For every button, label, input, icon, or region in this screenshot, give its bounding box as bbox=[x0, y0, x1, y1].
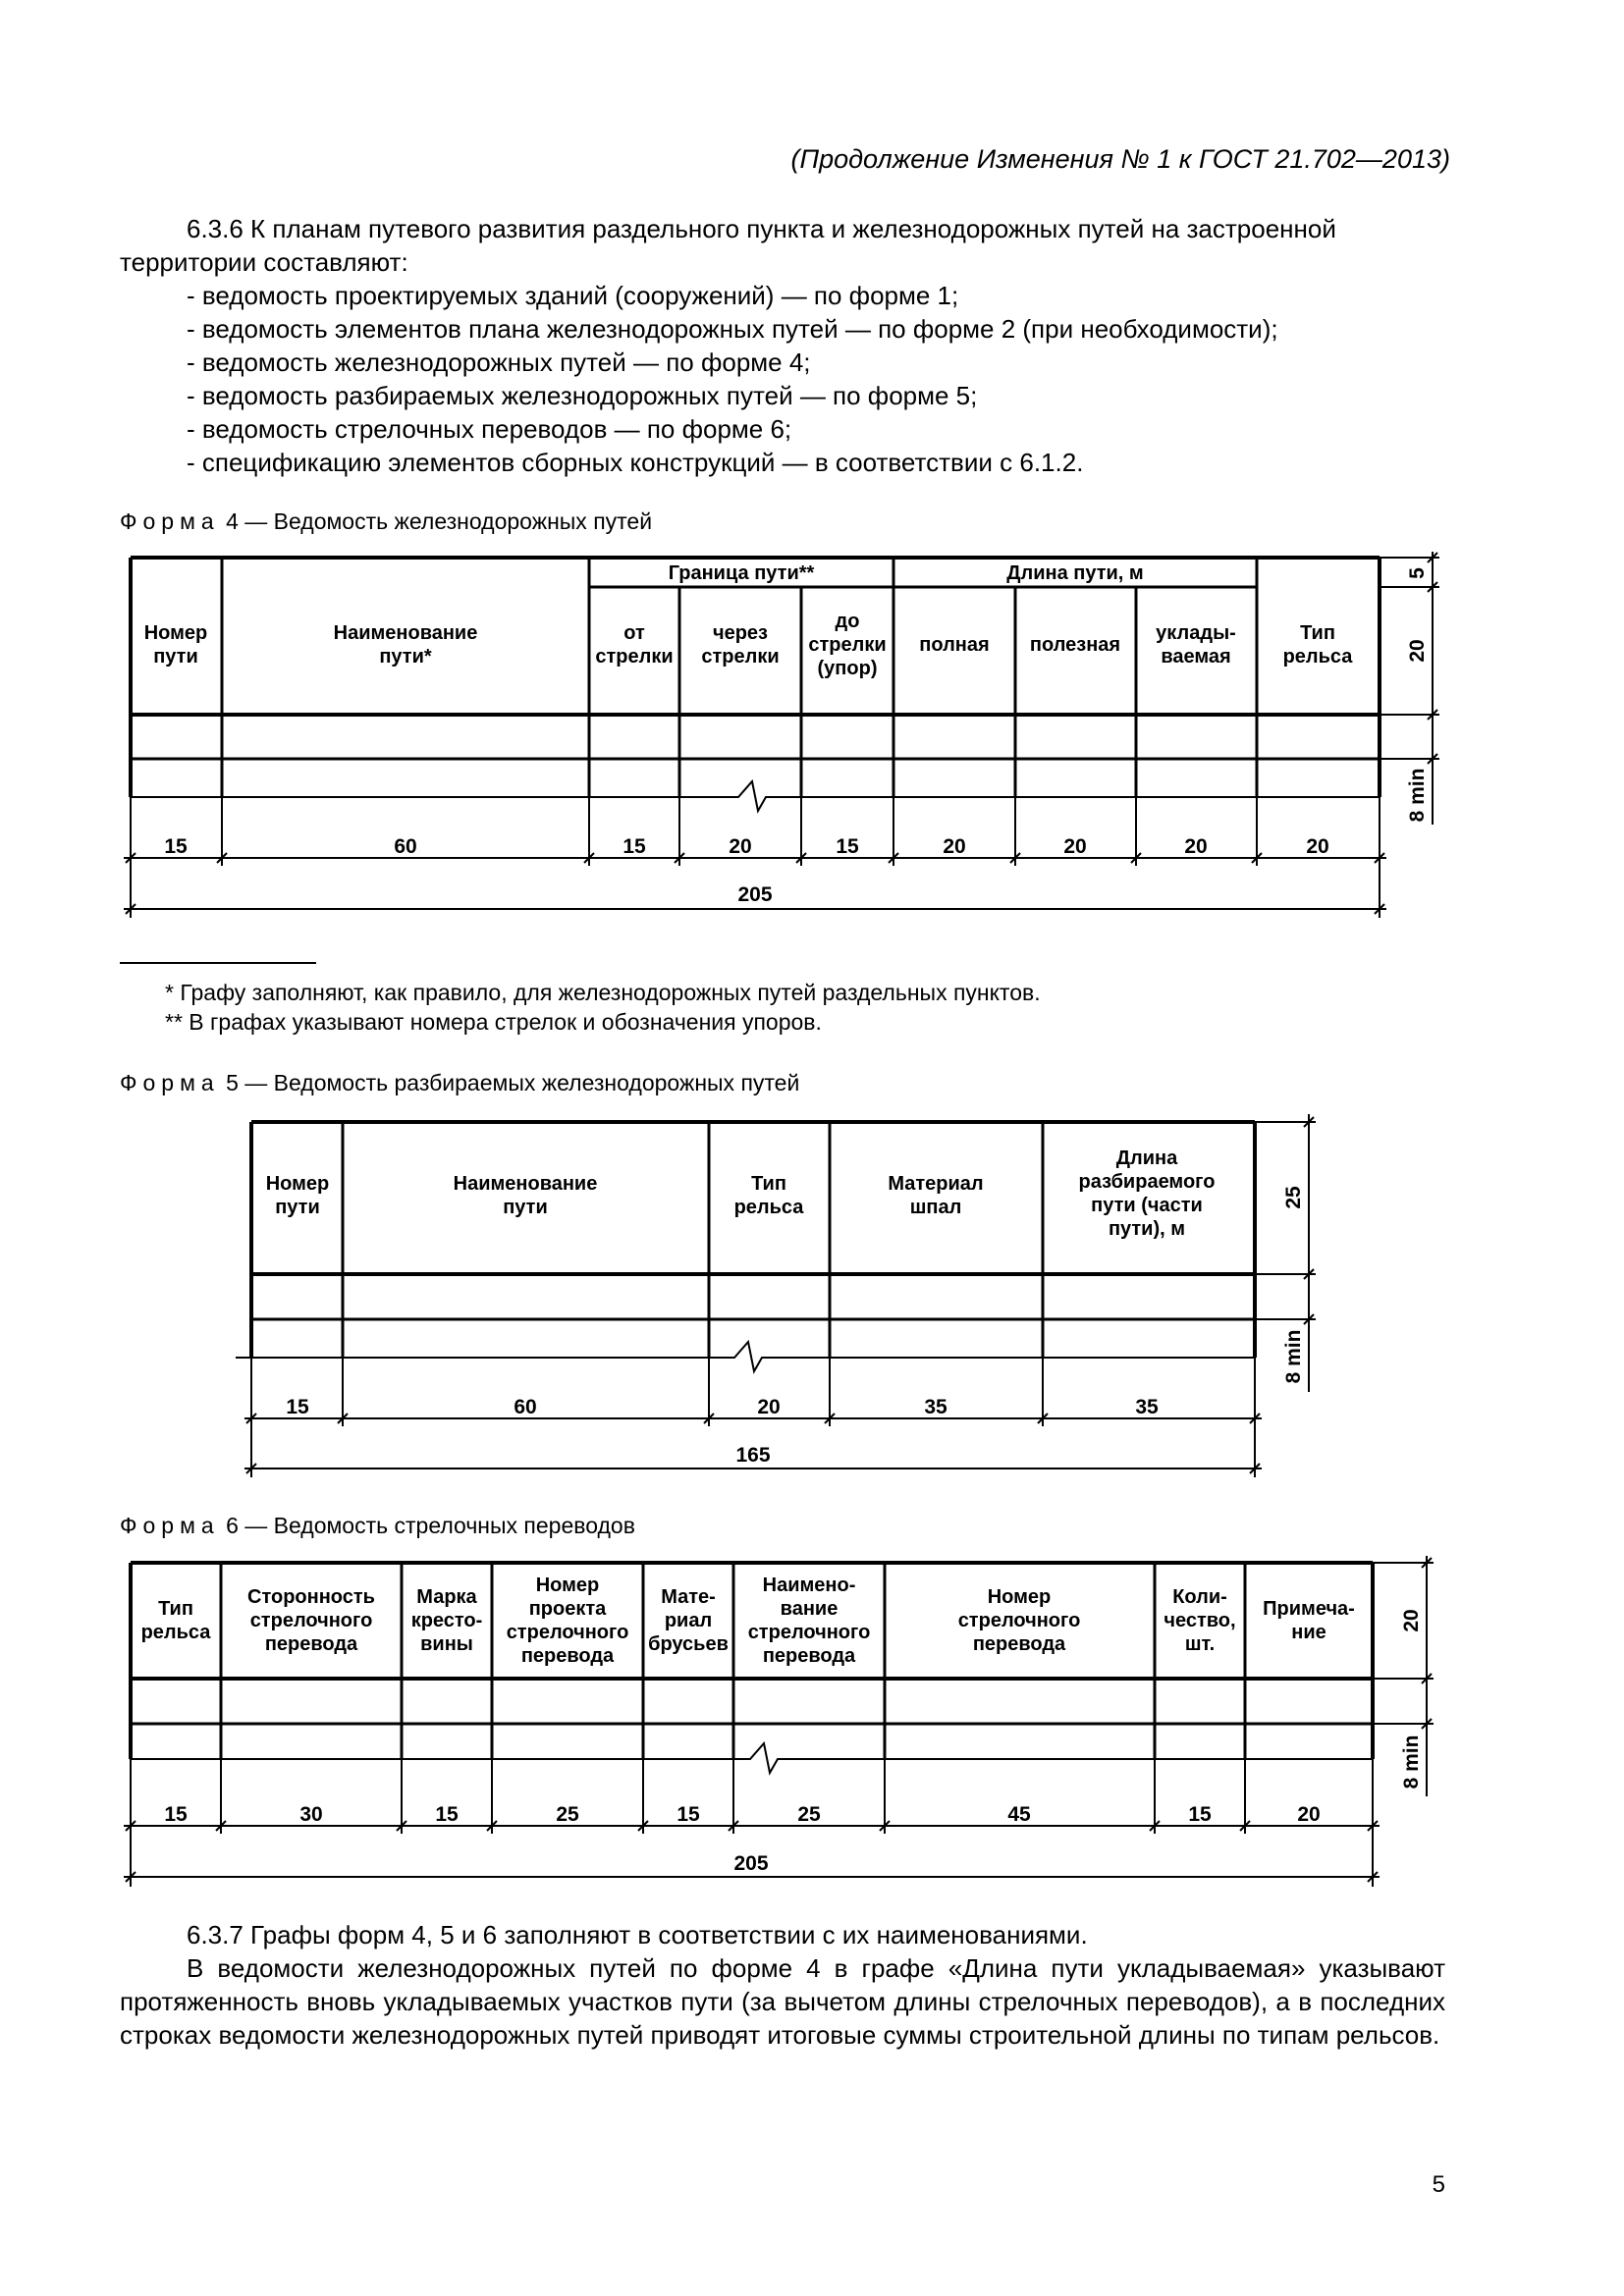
form-4-width-col-4: 20 bbox=[729, 835, 752, 858]
form-5-grid-lines bbox=[251, 1122, 1255, 1358]
form-5-caption-title: 5 — Ведомость разбираемых железнодорожных путей bbox=[226, 1070, 800, 1095]
form-6-caption-word: Форма bbox=[120, 1513, 220, 1538]
form-6-width-col-3: 15 bbox=[435, 1803, 459, 1826]
form-4-width-col-5: 15 bbox=[836, 835, 859, 858]
form-4-width-col-3: 15 bbox=[623, 835, 646, 858]
form-5-height-header: 25 bbox=[1282, 1186, 1305, 1209]
form-4-caption-word: Форма bbox=[120, 508, 220, 534]
form-4-group-header-boundary: Граница пути** bbox=[668, 562, 815, 584]
form-6-width-col-8: 15 bbox=[1188, 1803, 1212, 1826]
form-4-height-header: 20 bbox=[1406, 639, 1429, 663]
list-item: - ведомость разбираемых железнодорожных путей — по форме 5; bbox=[187, 381, 978, 410]
form-4-header-from-switch: от стрелки bbox=[595, 622, 674, 667]
form-5-outer-border bbox=[251, 1122, 1255, 1358]
form-4-header-to-switch: до стрелки (упор) bbox=[808, 611, 887, 679]
form-5-header-number: Номер пути bbox=[265, 1173, 330, 1218]
section-6-3-7-text: В ведомости железнодорожных путей по форме 4 в графе «Длина пути укладываемая» указывают протяженность вновь укладываемых участков пути (за вычетом длины стрелочных переводов), а в последних строках ведомости железнодорожных путей приводят итоговые суммы строительной длины по типам рельсов. bbox=[120, 1953, 1445, 2050]
form-4-header-laid: уклады-ваемая bbox=[1156, 622, 1236, 667]
form-6-table bbox=[124, 1556, 1434, 1887]
form-5-table bbox=[236, 1114, 1316, 1477]
form-4-height-row: 8 min bbox=[1406, 768, 1429, 823]
form-6-height-header: 20 bbox=[1400, 1609, 1423, 1632]
form-4-table bbox=[124, 552, 1439, 918]
form-4-width-col-2: 60 bbox=[394, 835, 417, 858]
form-4-caption-title: 4 — Ведомость железнодорожных путей bbox=[226, 508, 653, 534]
form-5-header-dismantled-length: Длина разбираемого пути (части пути), м bbox=[1078, 1148, 1216, 1240]
form-6-header-frog-grade: Марка кресто-вины bbox=[410, 1586, 483, 1655]
form-5-height-row: 8 min bbox=[1282, 1329, 1305, 1384]
form-5-width-col-1: 15 bbox=[286, 1396, 309, 1418]
list-item: - спецификацию элементов сборных конструкций — в соответствии с 6.1.2. bbox=[187, 448, 1084, 477]
footnote-separator bbox=[120, 962, 316, 964]
form-4-header-rail-type: Тип рельса bbox=[1282, 622, 1353, 667]
form-4-header-name: Наименование пути* bbox=[333, 622, 478, 667]
form-4-height-group-header: 5 bbox=[1406, 567, 1429, 579]
form-4-width-col-1: 15 bbox=[164, 835, 188, 858]
form-6-width-col-5: 15 bbox=[677, 1803, 700, 1826]
form-6-header-quantity: Коли-чество, шт. bbox=[1164, 1586, 1236, 1655]
form-4-outer-border bbox=[131, 558, 1380, 797]
form-4-width-col-8: 20 bbox=[1184, 835, 1208, 858]
form-4-header-via-switch: через стрелки bbox=[701, 622, 780, 667]
form-6-width-col-9: 20 bbox=[1297, 1803, 1321, 1826]
form-6-height-row: 8 min bbox=[1400, 1735, 1423, 1789]
section-6-3-6-text: 6.3.6 К планам путевого развития раздельного пункта и железнодорожных путей на застроенной территории составляют: bbox=[120, 214, 1336, 277]
form-6-header-rail-type: Тип рельса bbox=[140, 1598, 211, 1643]
footnote-2: ** В графах указывают номера стрелок и обозначения упоров. bbox=[165, 1009, 822, 1035]
form-5-width-col-2: 60 bbox=[514, 1396, 537, 1418]
form-6-total-width: 205 bbox=[733, 1852, 769, 1875]
form-4-grid-lines bbox=[131, 558, 1380, 797]
form-4-width-col-9: 20 bbox=[1306, 835, 1329, 858]
form-4-total-width: 205 bbox=[737, 883, 773, 906]
form-6-width-col-4: 25 bbox=[556, 1803, 579, 1826]
form-4-header-number: Номер пути bbox=[143, 622, 208, 667]
footnotes bbox=[165, 978, 1041, 1037]
form-5-caption bbox=[120, 1070, 799, 1096]
form-4-group-header-length: Длина пути, м bbox=[1006, 562, 1144, 584]
list-item: - ведомость стрелочных переводов — по форме 6; bbox=[187, 414, 792, 444]
form-6-width-col-6: 25 bbox=[797, 1803, 821, 1826]
form-6-header-switch-number: Номер стрелочного перевода bbox=[957, 1586, 1081, 1655]
form-5-width-col-3: 20 bbox=[757, 1396, 781, 1418]
list-item: - ведомость железнодорожных путей — по форме 4; bbox=[187, 347, 811, 377]
form-6-width-col-7: 45 bbox=[1007, 1803, 1031, 1826]
form-6-break-line bbox=[131, 1743, 1373, 1773]
list-item: - ведомость элементов плана железнодорожных путей — по форме 2 (при необходимости); bbox=[187, 314, 1278, 344]
form-6-width-col-1: 15 bbox=[164, 1803, 188, 1826]
form-5-width-col-5: 35 bbox=[1135, 1396, 1159, 1418]
form-4-break-line bbox=[131, 781, 1380, 811]
section-6-3-7-first-line: 6.3.7 Графы форм 4, 5 и 6 заполняют в соответствии с их наименованиями. bbox=[187, 1920, 1088, 1949]
form-4-width-col-6: 20 bbox=[943, 835, 966, 858]
form-4-width-col-7: 20 bbox=[1063, 835, 1087, 858]
form-4-header-useful: полезная bbox=[1029, 634, 1121, 656]
form-6-header-note: Примеча-ние bbox=[1263, 1598, 1355, 1643]
form-6-header-handedness: Сторонность стрелочного перевода bbox=[247, 1586, 375, 1655]
form-5-header-sleeper-material: Материал шпал bbox=[888, 1173, 984, 1218]
form-5-header-rail-type: Тип рельса bbox=[733, 1173, 804, 1218]
form-6-width-col-2: 30 bbox=[299, 1803, 323, 1826]
document-continuation-note: (Продолжение Изменения № 1 к ГОСТ 21.702—2013) bbox=[790, 144, 1450, 174]
form-6-caption bbox=[120, 1513, 635, 1539]
form-6-caption-title: 6 — Ведомость стрелочных переводов bbox=[226, 1513, 635, 1538]
form-4-header-full: полная bbox=[919, 634, 990, 656]
list-item: - ведомость проектируемых зданий (сооружений) — по форме 1; bbox=[187, 281, 959, 310]
footnote-1: * Графу заполняют, как правило, для железнодорожных путей раздельных пунктов. bbox=[165, 980, 1041, 1005]
form-6-header-switch-name: Наимено-вание стрелочного перевода bbox=[747, 1575, 871, 1667]
form-5-total-width: 165 bbox=[735, 1444, 771, 1467]
form-5-header-name: Наименование пути bbox=[453, 1173, 598, 1218]
form-5-width-col-4: 35 bbox=[924, 1396, 947, 1418]
form-5-caption-word: Форма bbox=[120, 1070, 220, 1095]
form-6-header-bearer-material: Мате-риал брусьев bbox=[648, 1586, 729, 1655]
page-number: 5 bbox=[1432, 2171, 1445, 2198]
form-5-break-line bbox=[236, 1342, 1255, 1371]
form-6-header-project-number: Номер проекта стрелочного перевода bbox=[506, 1575, 629, 1667]
